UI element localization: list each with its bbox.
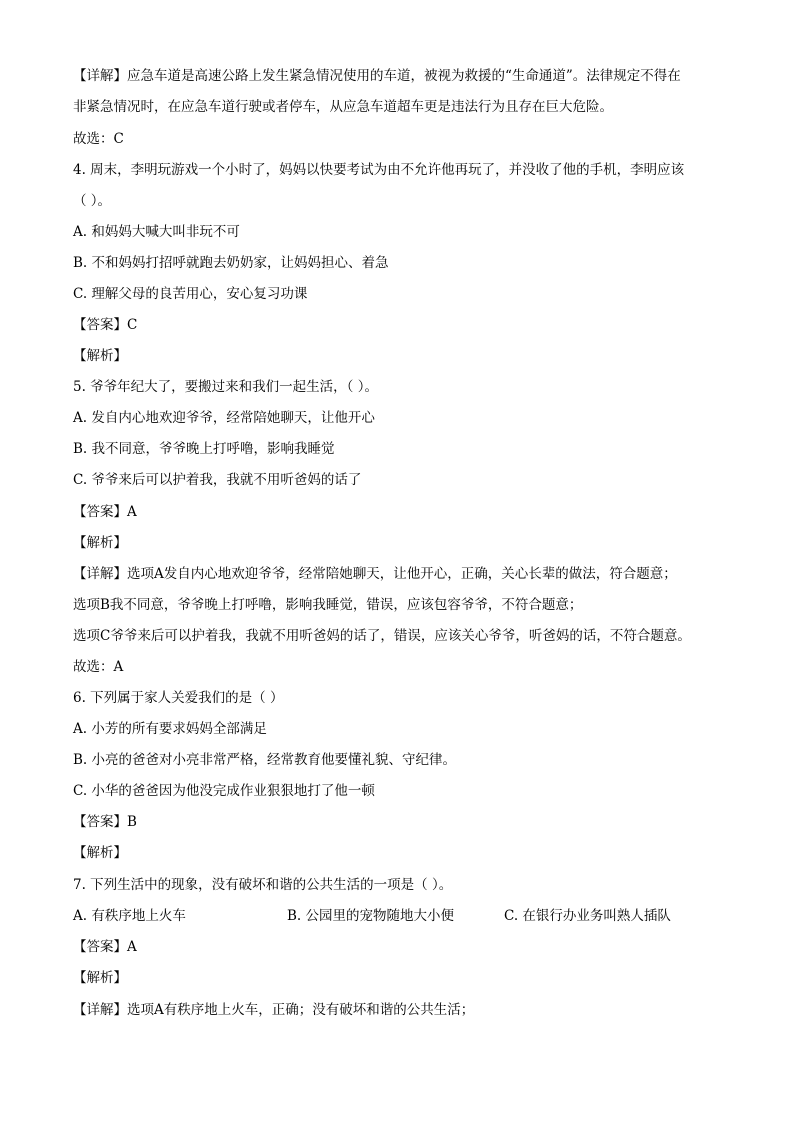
question-7: 7. 下列生活中的现象，没有破坏和谐的公共生活的一项是（ ）。 xyxy=(73,877,453,893)
text-line: （ ）。 xyxy=(73,193,112,209)
option-a: A. 和妈妈大喊大叫非玩不可 xyxy=(73,224,240,240)
text-line: 【详解】应急车道是高速公路上发生紧急情况使用的车道，被视为救援的“生命通道”。法律规定不得在 xyxy=(73,68,681,84)
explanation-line: 【详解】选项A有秩序地上火车，正确；没有破坏和谐的公共生活； xyxy=(73,1002,475,1018)
analysis-label: 【解析】 xyxy=(73,348,127,364)
option-c: C. 在银行办业务叫熟人插队 xyxy=(504,908,671,924)
text-line: 非紧急情况时，在应急车道行驶或者停车，从应急车道超车更是违法行为且存在巨大危险。 xyxy=(73,99,613,115)
explanation-line: 【详解】选项A发自内心地欢迎爷爷，经常陪她聊天，让他开心，正确，关心长辈的做法，符合题意； xyxy=(73,566,677,582)
option-c: C. 小华的爸爸因为他没完成作业狠狠地打了他一顿 xyxy=(73,783,375,799)
answer-label: 【答案】A xyxy=(73,504,137,520)
analysis-label: 【解析】 xyxy=(73,845,127,861)
question-7-options xyxy=(73,906,733,926)
option-b: B. 我不同意，爷爷晚上打呼噜，影响我睡觉 xyxy=(73,441,335,457)
answer-label: 【答案】A xyxy=(73,939,137,955)
question-4: 4. 周末，李明玩游戏一个小时了，妈妈以快要考试为由不允许他再玩了，并没收了他的手机，李明应该 xyxy=(73,162,685,178)
analysis-label: 【解析】 xyxy=(73,970,127,986)
answer-label: 【答案】B xyxy=(73,814,137,830)
analysis-label: 【解析】 xyxy=(73,535,127,551)
text-line: 故选：A xyxy=(73,659,124,675)
explanation-line: 选项B我不同意，爷爷晚上打呼噜，影响我睡觉，错误，应该包容爷爷，不符合题意； xyxy=(73,597,583,613)
explanation-line: 选项C爷爷来后可以护着我，我就不用听爸妈的话了，错误，应该关心爷爷，听爸妈的话，不符合题意。 xyxy=(73,628,691,644)
answer-label: 【答案】C xyxy=(73,317,138,333)
option-a: A. 小芳的所有要求妈妈全部满足 xyxy=(73,721,267,737)
option-a: A. 有秩序地上火车 xyxy=(73,908,186,924)
option-c: C. 爷爷来后可以护着我，我就不用听爸妈的话了 xyxy=(73,472,362,488)
text-line: 故选：C xyxy=(73,131,124,147)
question-6: 6. 下列属于家人关爱我们的是（ ） xyxy=(73,690,284,706)
option-a: A. 发自内心地欢迎爷爷，经常陪她聊天，让他开心 xyxy=(73,410,375,426)
question-5: 5. 爷爷年纪大了，要搬过来和我们一起生活，（ ）。 xyxy=(73,379,378,395)
option-c: C. 理解父母的良苦用心，安心复习功课 xyxy=(73,286,308,302)
option-b: B. 不和妈妈打招呼就跑去奶奶家，让妈妈担心、着急 xyxy=(73,255,389,271)
option-b: B. 小亮的爸爸对小亮非常严格，经常教育他要懂礼貌、守纪律。 xyxy=(73,752,457,768)
option-b: B. 公园里的宠物随地大小便 xyxy=(287,908,455,924)
